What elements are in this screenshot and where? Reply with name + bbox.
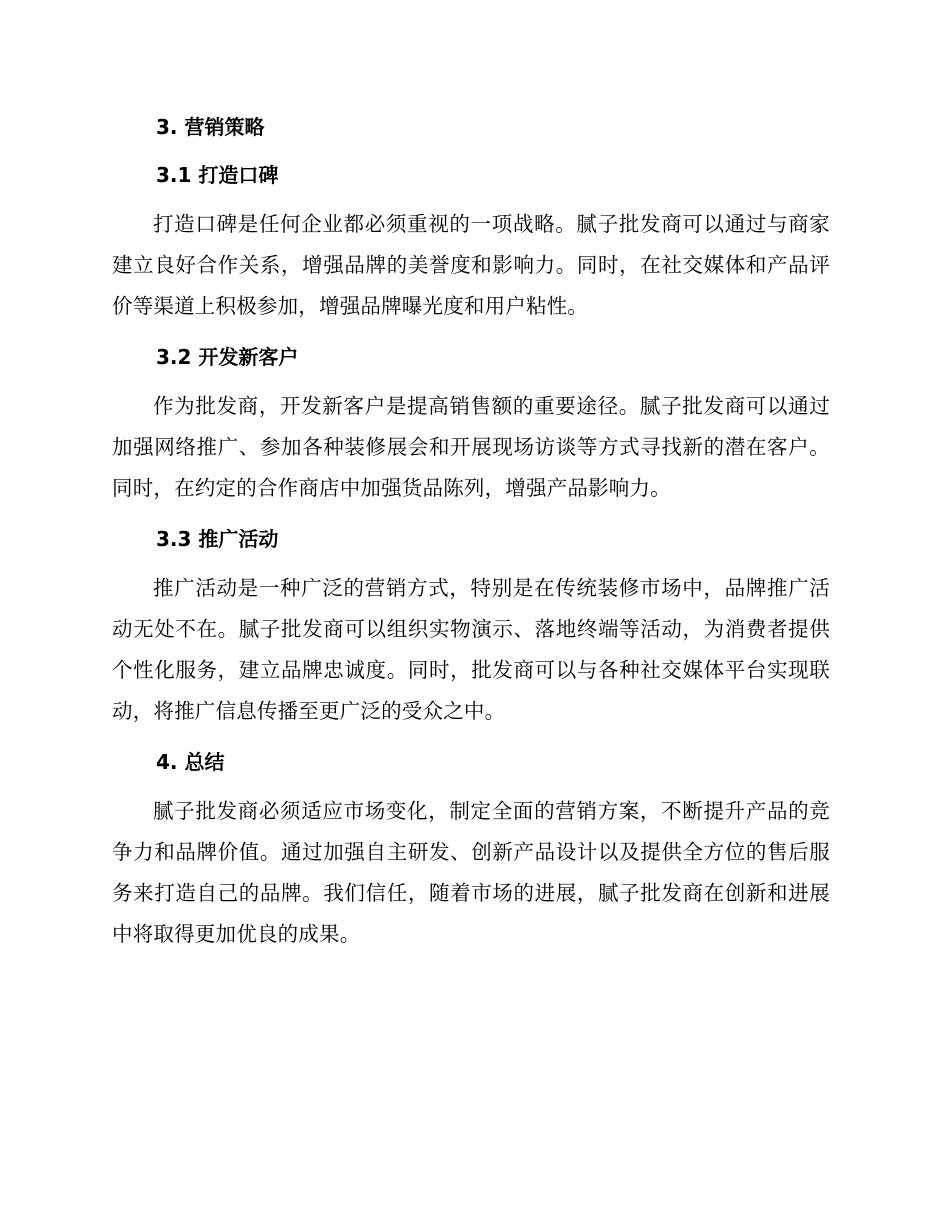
- spacer: [112, 732, 830, 745]
- paragraph-promotion: 推广活动是一种广泛的营销方式，特别是在传统装修市场中，品牌推广活动无处不在。腻子批发商可以组织实物演示、落地终端等活动，为消费者提供个性化服务，建立品牌忠诚度。同时，批发商可以与各种社交媒体平台实现联动，将推广信息传播至更广泛的受众之中。: [112, 576, 830, 723]
- paragraph-word-of-mouth: 打造口碑是任何企业都必须重视的一项战略。腻子批发商可以通过与商家建立良好合作关系，增强品牌的美誉度和影响力。同时，在社交媒体和产品评价等渠道上积极参加，增强品牌曝光度和用户粘性。: [112, 212, 830, 318]
- section-heading-marketing-strategy: 3. 营销策略: [156, 115, 265, 139]
- section-heading-word-of-mouth: 3.1 打造口碑: [156, 163, 279, 187]
- document-body: [112, 110, 830, 955]
- spacer: [112, 374, 830, 386]
- section-heading-promotion: 3.3 推广活动: [156, 527, 279, 551]
- spacer: [112, 556, 830, 568]
- section-heading-summary: 4. 总结: [156, 750, 225, 774]
- spacer: [112, 509, 830, 522]
- spacer: [112, 192, 830, 204]
- spacer: [112, 327, 830, 340]
- spacer: [112, 144, 830, 158]
- paragraph-summary: 腻子批发商必须适应市场变化，制定全面的营销方案，不断提升产品的竞争力和品牌价值。通过加强自主研发、创新产品设计以及提供全方位的售后服务来打造自己的品牌。我们信任，随着市场的进展，腻子批发商在创新和进展中将取得更加优良的成果。: [112, 799, 830, 946]
- spacer: [112, 779, 830, 791]
- section-heading-new-customers: 3.2 开发新客户: [156, 345, 299, 369]
- paragraph-new-customers: 作为批发商，开发新客户是提高销售额的重要途径。腻子批发商可以通过加强网络推广、参加各种装修展会和开展现场访谈等方式寻找新的潜在客户。同时，在约定的合作商店中加强货品陈列，增强产品影响力。: [112, 394, 830, 500]
